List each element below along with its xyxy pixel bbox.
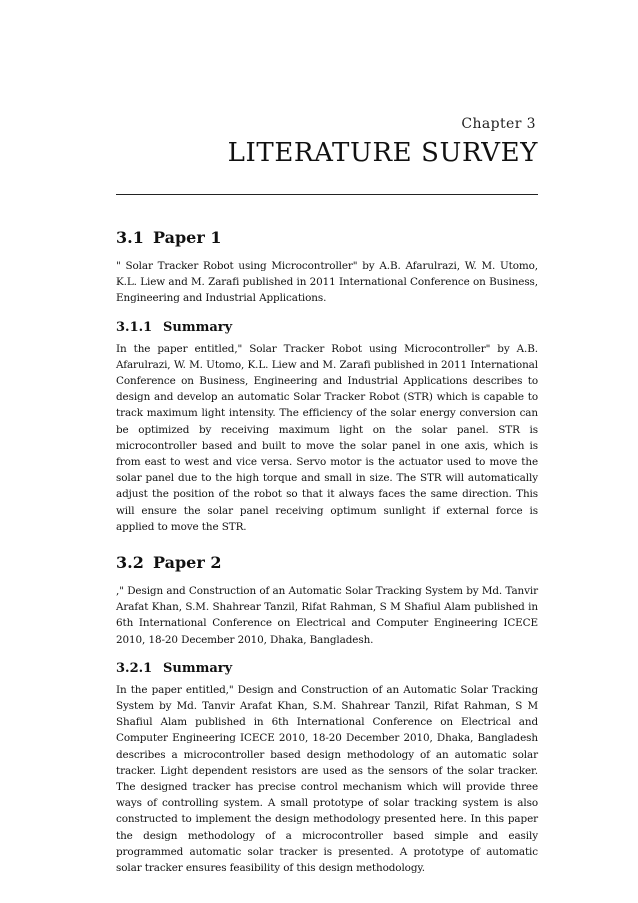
subsection-heading: [116, 319, 538, 337]
section-number: 3.1: [116, 228, 144, 247]
title-rule: [116, 194, 538, 195]
paper-citation: ," Design and Construction of an Automatic Solar Tracking System by Md. Tanvir Arafat Khan, S.M. Shahrear Tanzil, Rifat Rahman, S M Shafiul Alam published in 6th International Conference on Electrical and Computer Engineering ICECE 2010, 18-20 December 2010, Dhaka, Bangladesh.: [116, 585, 538, 646]
chapter-body: [116, 226, 538, 876]
summary-paragraph: In the paper entitled," Solar Tracker Robot using Microcontroller" by A.B. Afarulrazi, W. M. Utomo, K.L. Liew and M. Zarafi published in 2011 International Conference on Business, Engineering and Industrial Applications describes to design and develop an automatic Solar Tracker Robot (STR) which is capable to track maximum light intensity. The efficiency of the solar energy conversion can be optimized by receiving maximum light on the solar panel. STR is microcontroller based and built to move the solar panel in one axis, which is from east to west and vice versa. Servo motor is the actuator used to move the solar panel due to the high torque and small in size. The STR will automatically adjust the position of the robot so that it always faces the same direction. This will ensure the solar panel receiving optimum sunlight if external force is applied to move the STR.: [116, 342, 538, 533]
summary-paragraph: In the paper entitled," Design and Construction of an Automatic Solar Tracking System by Md. Tanvir Arafat Khan, S.M. Shahrear Tanzil, Rifat Rahman, S M Shafiul Alam published in 6th International Conference on Electrical and Computer Engineering ICECE 2010, 18-20 December 2010, Dhaka, Bangladesh describes a microcontroller based design methodology of an automatic solar tracker. Light dependent resistors are used as the sensors of the solar tracker. The designed tracker has precise control mechanism which will provide three ways of controlling system. A small prototype of solar tracking system is also constructed to implement the design methodology presented here. In this paper the design methodology of a microcontroller based simple and easily programmed automatic solar tracker is presented. A prototype of automatic solar tracker ensures feasibility of this design methodology.: [116, 683, 538, 875]
section-paper-1: [116, 226, 538, 535]
subsection-number: 3.1.1: [116, 319, 153, 335]
section-number: 3.2: [116, 553, 144, 573]
subsection-number: 3.2.1: [116, 660, 153, 676]
chapter-label: Chapter 3: [461, 116, 536, 132]
section-title: Paper 2: [153, 553, 222, 573]
subsection-title: Summary: [163, 319, 233, 335]
section-title: Paper 1: [153, 228, 222, 247]
section-heading: [116, 551, 538, 575]
chapter-title: LITERATURE SURVEY: [227, 138, 538, 168]
subsection-heading: [116, 660, 538, 678]
paper-citation: " Solar Tracker Robot using Microcontroller" by A.B. Afarulrazi, W. M. Utomo, K.L. Liew and M. Zarafi published in 2011 International Conference on Business, Engineering and Industrial Applications.: [116, 260, 538, 305]
subsection-title: Summary: [163, 660, 233, 676]
section-paper-2: [116, 551, 538, 876]
section-heading: [116, 226, 538, 250]
